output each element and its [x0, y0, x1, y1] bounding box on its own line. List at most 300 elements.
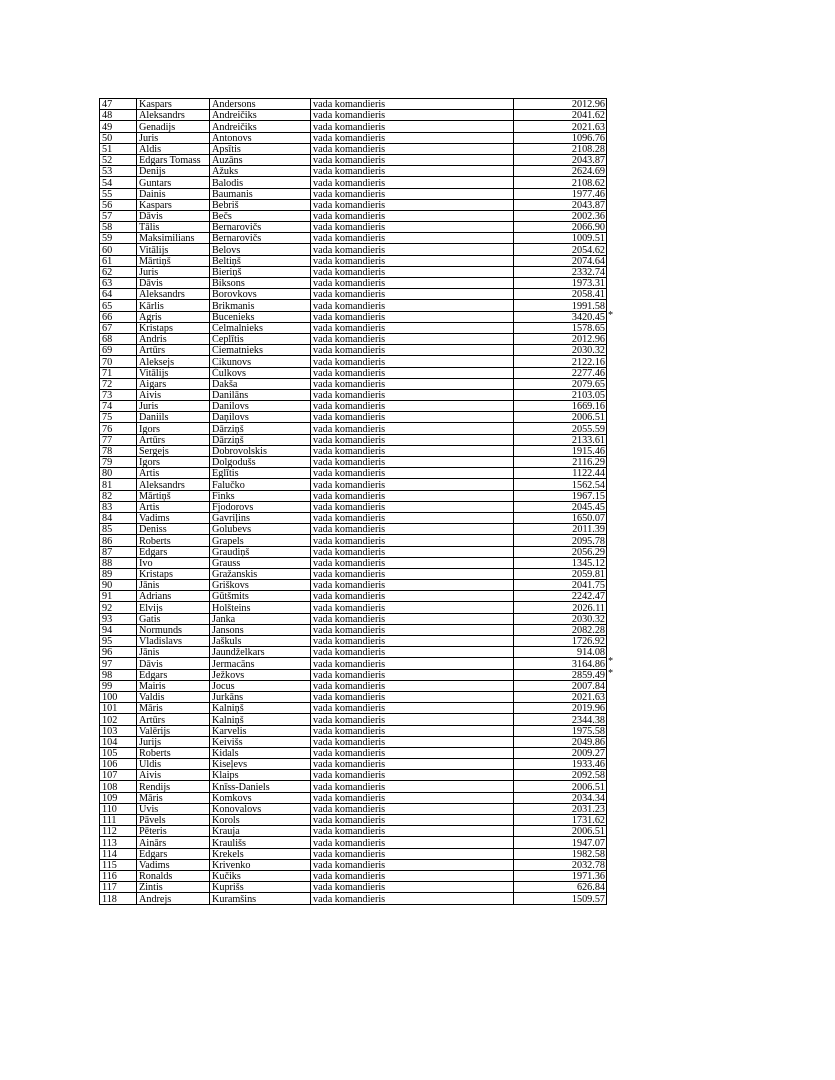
row-number-cell [100, 848, 137, 859]
position-cell [311, 613, 514, 624]
amount-cell [514, 524, 607, 535]
table-row [100, 356, 607, 367]
row-number-text: 117 [102, 882, 117, 894]
last-name-cell [210, 255, 311, 266]
amount-text: 1578.65 [571, 322, 605, 334]
amount-text: 2344.38 [571, 714, 605, 726]
amount-text: 2006.51 [571, 826, 605, 838]
first-name-cell [137, 166, 210, 177]
first-name-text: Zintis [139, 882, 163, 894]
amount-cell [514, 870, 607, 881]
first-name-cell [137, 367, 210, 378]
amount-text: 2095.78 [571, 535, 605, 547]
table-row [100, 445, 607, 456]
row-number-text: 81 [102, 479, 113, 491]
table-row [100, 882, 607, 893]
row-number-text: 87 [102, 546, 113, 558]
position-cell [311, 624, 514, 635]
first-name-text: Igors [139, 423, 160, 435]
amount-text: 2009.27 [571, 748, 605, 760]
last-name-text: Griškovs [212, 580, 249, 592]
last-name-cell [210, 747, 311, 758]
position-cell [311, 546, 514, 557]
last-name-text: Jermacāns [212, 658, 255, 670]
position-text: vada komandieris [313, 871, 386, 883]
first-name-text: Māris [139, 792, 163, 804]
row-number-text: 83 [102, 501, 113, 513]
last-name-text: Ceplītis [212, 334, 244, 346]
amount-cell [514, 859, 607, 870]
amount-cell [514, 121, 607, 132]
position-text: vada komandieris [313, 613, 386, 625]
first-name-text: Juris [139, 267, 159, 278]
row-number-cell [100, 244, 137, 255]
table-row [100, 188, 607, 199]
last-name-text: Knīss-Daniels [212, 781, 270, 793]
asterisk-mark: * [608, 309, 614, 321]
first-name-text: Kristaps [139, 569, 173, 581]
position-cell [311, 703, 514, 714]
last-name-text: Krivenko [212, 859, 251, 871]
table-row [100, 691, 607, 702]
table-row [100, 378, 607, 389]
last-name-text: Balodis [212, 177, 244, 189]
row-number-cell [100, 546, 137, 557]
last-name-text: Eglītis [212, 468, 239, 480]
first-name-text: Jānis [139, 647, 160, 659]
first-name-cell [137, 848, 210, 859]
first-name-text: Kaspars [139, 99, 172, 111]
position-text: vada komandieris [313, 311, 386, 323]
row-number-cell [100, 770, 137, 781]
position-text: vada komandieris [313, 132, 386, 144]
first-name-text: Edgars [139, 669, 168, 681]
position-cell [311, 535, 514, 546]
last-name-cell [210, 848, 311, 859]
amount-text: 1982.58 [571, 848, 605, 860]
position-text: vada komandieris [313, 848, 386, 860]
position-text: vada komandieris [313, 356, 386, 368]
amount-text: 1933.46 [571, 759, 605, 771]
row-number-text: 101 [102, 703, 118, 715]
row-number-text: 53 [102, 166, 113, 178]
table-row [100, 580, 607, 591]
row-number-cell [100, 255, 137, 266]
first-name-text: Vitālijs [139, 367, 169, 379]
last-name-text: Kalniņš [212, 703, 244, 715]
amount-text: 1971.36 [571, 871, 605, 883]
position-cell [311, 177, 514, 188]
table-row [100, 524, 607, 535]
row-number-text: 110 [102, 804, 117, 815]
position-cell [311, 714, 514, 725]
position-cell [311, 512, 514, 523]
last-name-cell [210, 859, 311, 870]
row-number-cell [100, 893, 137, 904]
row-number-text: 72 [102, 378, 113, 390]
first-name-text: Aivis [139, 770, 162, 782]
position-text: vada komandieris [313, 703, 386, 715]
last-name-cell [210, 244, 311, 255]
row-number-text: 90 [102, 580, 113, 592]
first-name-cell [137, 680, 210, 691]
row-number-cell [100, 199, 137, 210]
last-name-cell [210, 166, 311, 177]
first-name-cell [137, 837, 210, 848]
position-cell [311, 110, 514, 121]
table-row [100, 110, 607, 121]
last-name-cell [210, 132, 311, 143]
amount-cell [514, 199, 607, 210]
last-name-cell [210, 266, 311, 277]
position-text: vada komandieris [313, 580, 386, 592]
last-name-text: Danilāns [212, 390, 249, 402]
amount-cell [514, 636, 607, 647]
position-cell [311, 826, 514, 837]
amount-text: 1731.62 [571, 815, 605, 827]
last-name-cell [210, 154, 311, 165]
last-name-cell [210, 736, 311, 747]
row-number-text: 96 [102, 647, 113, 659]
table-row [100, 501, 607, 512]
position-text: vada komandieris [313, 647, 386, 659]
position-cell [311, 445, 514, 456]
first-name-cell [137, 882, 210, 893]
row-number-text: 113 [102, 837, 117, 849]
first-name-cell [137, 759, 210, 770]
position-text: vada komandieris [313, 177, 386, 189]
row-number-cell [100, 535, 137, 546]
amount-cell [514, 781, 607, 792]
position-text: vada komandieris [313, 390, 386, 402]
position-cell [311, 602, 514, 613]
table-row [100, 345, 607, 356]
table-row [100, 266, 607, 277]
position-text: vada komandieris [313, 882, 386, 894]
position-cell [311, 680, 514, 691]
table-row [100, 624, 607, 635]
row-number-cell [100, 691, 137, 702]
table-row [100, 300, 607, 311]
amount-cell [514, 222, 607, 233]
table-row [100, 210, 607, 221]
position-text: vada komandieris [313, 378, 386, 390]
last-name-text: Klaips [212, 770, 239, 782]
row-number-cell [100, 490, 137, 501]
amount-cell [514, 255, 607, 266]
row-number-text: 91 [102, 591, 113, 603]
row-number-cell [100, 333, 137, 344]
amount-cell [514, 736, 607, 747]
row-number-text: 52 [102, 155, 113, 167]
table-row [100, 333, 607, 344]
position-cell [311, 591, 514, 602]
first-name-cell [137, 893, 210, 904]
amount-cell [514, 490, 607, 501]
first-name-text: Roberts [139, 535, 171, 547]
position-text: vada komandieris [313, 837, 386, 849]
row-number-cell [100, 389, 137, 400]
last-name-cell [210, 423, 311, 434]
amount-text: 626.84 [576, 882, 605, 894]
position-cell [311, 781, 514, 792]
amount-text: 2006.51 [571, 412, 605, 424]
position-cell [311, 289, 514, 300]
row-number-text: 61 [102, 255, 113, 267]
last-name-cell [210, 457, 311, 468]
position-text: vada komandieris [313, 412, 386, 424]
last-name-text: Ciematnieks [212, 345, 263, 357]
row-number-cell [100, 568, 137, 579]
last-name-cell [210, 691, 311, 702]
row-number-text: 77 [102, 434, 113, 446]
row-number-cell [100, 266, 137, 277]
last-name-cell [210, 647, 311, 658]
first-name-text: Māris [139, 703, 163, 715]
row-number-text: 51 [102, 143, 113, 155]
position-text: vada komandieris [313, 736, 386, 748]
amount-text: 2026.11 [572, 602, 605, 614]
amount-text: 2082.28 [571, 625, 605, 636]
table-row [100, 222, 607, 233]
row-number-cell [100, 154, 137, 165]
first-name-cell [137, 110, 210, 121]
position-cell [311, 121, 514, 132]
amount-text: 1009.51 [571, 233, 605, 245]
table-row [100, 703, 607, 714]
first-name-cell [137, 613, 210, 624]
row-number-cell [100, 882, 137, 893]
table-row [100, 591, 607, 602]
first-name-cell [137, 434, 210, 445]
first-name-cell [137, 143, 210, 154]
amount-cell [514, 557, 607, 568]
position-text: vada komandieris [313, 110, 386, 122]
last-name-cell [210, 803, 311, 814]
amount-cell [514, 568, 607, 579]
table-row [100, 647, 607, 658]
row-number-text: 114 [102, 848, 117, 860]
table-row [100, 803, 607, 814]
position-cell [311, 457, 514, 468]
amount-cell [514, 803, 607, 814]
position-text: vada komandieris [313, 792, 386, 804]
last-name-text: Grapels [212, 535, 244, 547]
amount-cell [514, 882, 607, 893]
last-name-cell [210, 725, 311, 736]
last-name-text: Biksons [212, 278, 245, 290]
last-name-text: Jaškuls [212, 636, 242, 648]
amount-cell [514, 266, 607, 277]
table-row [100, 468, 607, 479]
first-name-cell [137, 546, 210, 557]
row-number-cell [100, 803, 137, 814]
amount-cell [514, 613, 607, 624]
last-name-text: Dolgodušs [212, 457, 256, 469]
amount-text: 2332.74 [571, 267, 605, 278]
position-cell [311, 423, 514, 434]
row-number-cell [100, 680, 137, 691]
amount-text: 2122.16 [571, 356, 605, 368]
row-number-text: 75 [102, 412, 113, 424]
table-row [100, 457, 607, 468]
amount-text: 2058.41 [571, 289, 605, 301]
amount-text: 2011.39 [572, 524, 605, 536]
row-number-text: 60 [102, 244, 113, 256]
position-text: vada komandieris [313, 815, 386, 827]
last-name-text: Beltiņš [212, 255, 241, 267]
amount-cell [514, 479, 607, 490]
first-name-cell [137, 557, 210, 568]
first-name-text: Vadims [139, 513, 170, 525]
last-name-text: Keivišs [212, 736, 243, 748]
row-number-cell [100, 468, 137, 479]
last-name-cell [210, 893, 311, 904]
amount-text: 2012.96 [571, 334, 605, 346]
first-name-cell [137, 356, 210, 367]
row-number-text: 48 [102, 110, 113, 122]
position-text: vada komandieris [313, 748, 386, 760]
position-cell [311, 882, 514, 893]
last-name-text: Bernarovičs [212, 233, 262, 245]
amount-text: 2006.51 [571, 781, 605, 793]
table-row [100, 568, 607, 579]
position-text: vada komandieris [313, 692, 386, 704]
row-number-cell [100, 725, 137, 736]
last-name-text: Falučko [212, 479, 245, 491]
last-name-cell [210, 367, 311, 378]
position-text: vada komandieris [313, 826, 386, 838]
table-row [100, 311, 607, 322]
row-number-text: 89 [102, 569, 113, 581]
first-name-cell [137, 512, 210, 523]
row-number-cell [100, 501, 137, 512]
row-number-cell [100, 714, 137, 725]
last-name-text: Grauss [212, 557, 241, 569]
first-name-cell [137, 669, 210, 680]
table-row [100, 434, 607, 445]
position-text: vada komandieris [313, 602, 386, 614]
first-name-cell [137, 278, 210, 289]
table-row [100, 736, 607, 747]
last-name-text: Bieriņš [212, 267, 242, 278]
amount-cell [514, 837, 607, 848]
first-name-cell [137, 244, 210, 255]
last-name-text: Celmalnieks [212, 322, 263, 334]
first-name-text: Gatis [139, 613, 161, 625]
row-number-cell [100, 747, 137, 758]
amount-text: 1096.76 [571, 132, 605, 144]
last-name-cell [210, 445, 311, 456]
row-number-cell [100, 792, 137, 803]
first-name-cell [137, 199, 210, 210]
position-cell [311, 691, 514, 702]
first-name-text: Maksimilians [139, 233, 195, 245]
row-number-cell [100, 859, 137, 870]
first-name-text: Artis [139, 468, 160, 480]
amount-text: 2032.78 [571, 859, 605, 871]
amount-cell [514, 110, 607, 121]
position-text: vada komandieris [313, 625, 386, 636]
last-name-text: Krekels [212, 848, 244, 860]
first-name-cell [137, 714, 210, 725]
table-row [100, 289, 607, 300]
last-name-cell [210, 624, 311, 635]
table-row [100, 99, 607, 110]
first-name-text: Artūrs [139, 714, 166, 726]
position-text: vada komandieris [313, 300, 386, 312]
row-number-cell [100, 512, 137, 523]
first-name-text: Ainārs [139, 837, 167, 849]
last-name-text: Graudiņš [212, 546, 250, 558]
position-cell [311, 154, 514, 165]
last-name-text: Dakša [212, 378, 238, 390]
first-name-cell [137, 289, 210, 300]
row-number-cell [100, 602, 137, 613]
last-name-text: Dārziņš [212, 423, 244, 435]
amount-cell [514, 244, 607, 255]
row-number-cell [100, 669, 137, 680]
table-row [100, 278, 607, 289]
position-cell [311, 479, 514, 490]
position-text: vada komandieris [313, 557, 386, 569]
last-name-cell [210, 557, 311, 568]
position-cell [311, 143, 514, 154]
amount-text: 2242.47 [571, 591, 605, 603]
row-number-cell [100, 736, 137, 747]
position-text: vada komandieris [313, 513, 386, 525]
amount-cell [514, 166, 607, 177]
first-name-text: Juris [139, 401, 159, 413]
amount-cell [514, 367, 607, 378]
amount-cell [514, 815, 607, 826]
amount-cell [514, 322, 607, 333]
first-name-cell [137, 691, 210, 702]
row-number-text: 73 [102, 390, 113, 402]
table-row [100, 535, 607, 546]
first-name-text: Pēteris [139, 826, 167, 838]
first-name-cell [137, 311, 210, 322]
position-cell [311, 367, 514, 378]
table-row [100, 725, 607, 736]
row-number-cell [100, 278, 137, 289]
row-number-text: 49 [102, 121, 113, 133]
last-name-cell [210, 199, 311, 210]
last-name-text: Kidals [212, 748, 239, 760]
table-row [100, 512, 607, 523]
amount-text: 2012.96 [571, 99, 605, 111]
row-number-text: 78 [102, 446, 113, 457]
row-number-cell [100, 289, 137, 300]
position-cell [311, 859, 514, 870]
first-name-cell [137, 423, 210, 434]
first-name-text: Aleksandrs [139, 289, 185, 301]
first-name-text: Elvijs [139, 602, 163, 614]
table-row [100, 557, 607, 568]
row-number-cell [100, 378, 137, 389]
first-name-cell [137, 580, 210, 591]
last-name-cell [210, 613, 311, 624]
last-name-cell [210, 591, 311, 602]
position-cell [311, 636, 514, 647]
first-name-cell [137, 792, 210, 803]
amount-cell [514, 333, 607, 344]
table-row [100, 166, 607, 177]
amount-cell [514, 289, 607, 300]
position-cell [311, 893, 514, 904]
position-cell [311, 501, 514, 512]
first-name-cell [137, 345, 210, 356]
